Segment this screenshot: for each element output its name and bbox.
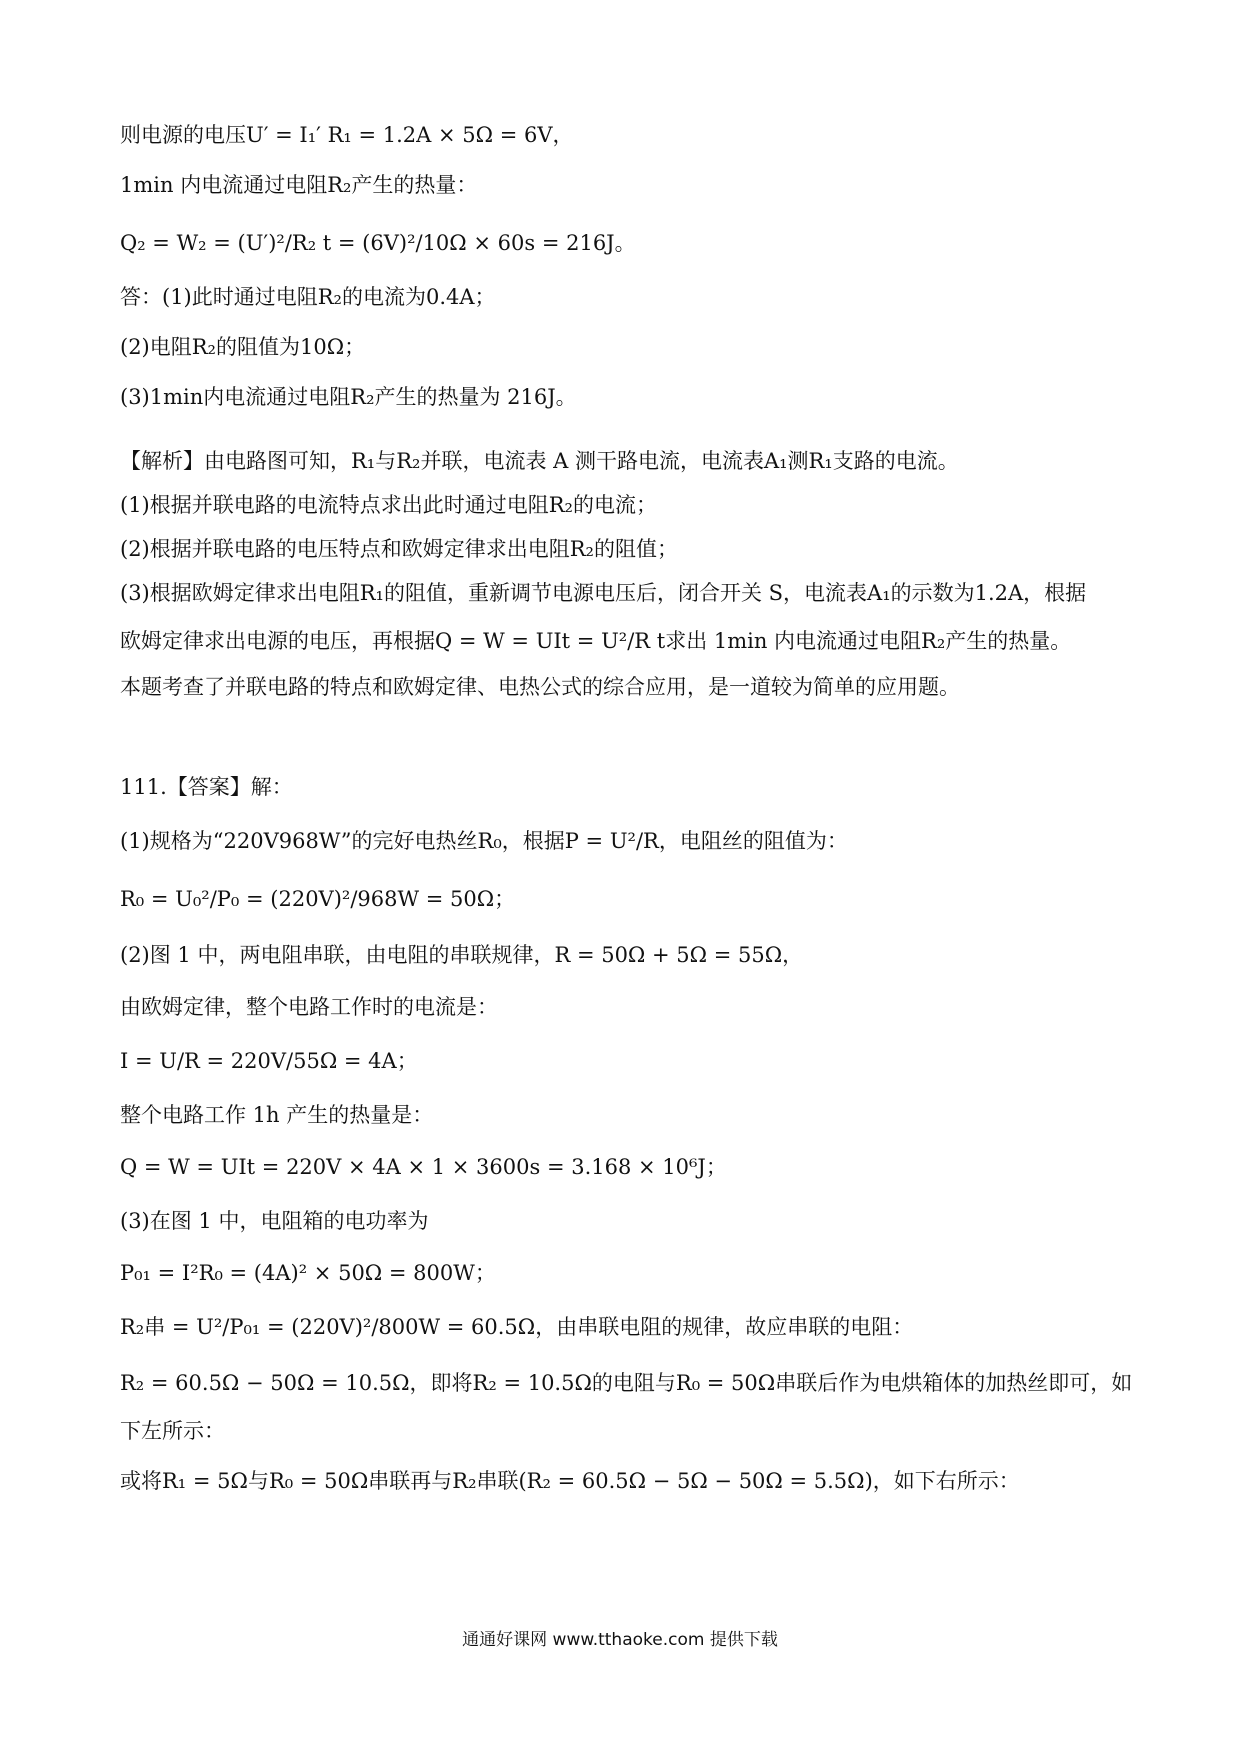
text-line: 1min 内电流通过电阻R₂产生的热量： xyxy=(120,173,478,197)
formula-line: Q₂ = W₂ = (U′)²/R₂ t = (6V)²/10Ω × 60s = 216J。 xyxy=(120,231,636,255)
formula-line: R₂串 = U²/P₀₁ = (220V)²/800W = 60.5Ω，由串联电阻的规律，故应串联的电阻： xyxy=(120,1315,914,1339)
text-line: 欧姆定律求出电源的电压，再根据Q = W = UIt = U²/R t求出 1min 内电流通过电阻R₂产生的热量。 xyxy=(120,629,1072,653)
text-line: (2)电阻R₂的阻值为10Ω； xyxy=(120,335,366,359)
formula-line: Q = W = UIt = 220V × 4A × 1 × 3600s = 3.168 × 10⁶J； xyxy=(120,1155,727,1179)
text-line: (3)1min内电流通过电阻R₂产生的热量为 216J。 xyxy=(120,385,577,409)
page-footer: 通通好课网 www.tthaoke.com 提供下载 xyxy=(462,1630,778,1650)
analysis-heading-line: 【解析】由电路图可知，R₁与R₂并联，电流表 A 测干路电流，电流表A₁测R₁支路的电流。 xyxy=(120,449,959,473)
formula-line: I = U/R = 220V/55Ω = 4A； xyxy=(120,1049,418,1073)
answer-heading: 111.【答案】解： xyxy=(120,775,293,799)
text-line: (1)规格为“220V968W”的完好电热丝R₀，根据P = U²/R，电阻丝的阻值为： xyxy=(120,829,848,853)
text-line: (2)根据并联电路的电压特点和欧姆定律求出电阻R₂的阻值； xyxy=(120,537,678,561)
text-line: R₂ = 60.5Ω − 50Ω = 10.5Ω，即将R₂ = 10.5Ω的电阻与R₀ = 50Ω串联后作为电烘箱体的加热丝即可，如 xyxy=(120,1371,1133,1395)
text-line: 由欧姆定律，整个电路工作时的电流是： xyxy=(120,995,498,1019)
text-line: (3)在图 1 中，电阻箱的电功率为 xyxy=(120,1209,429,1233)
text-line: (2)图 1 中，两电阻串联，由电阻的串联规律，R = 50Ω + 5Ω = 55Ω， xyxy=(120,943,804,967)
formula-line: R₀ = U₀²/P₀ = (220V)²/968W = 50Ω； xyxy=(120,887,516,911)
text-line: (3)根据欧姆定律求出电阻R₁的阻值，重新调节电源电压后，闭合开关 S，电流表A₁的示数为1.2A，根据 xyxy=(120,581,1087,605)
text-line: 答：(1)此时通过电阻R₂的电流为0.4A； xyxy=(120,285,496,309)
text-line: 则电源的电压U′ = I₁′ R₁ = 1.2A × 5Ω = 6V， xyxy=(120,123,574,147)
text-line: 整个电路工作 1h 产生的热量是： xyxy=(120,1103,434,1127)
text-line: 下左所示： xyxy=(120,1419,225,1443)
text-line: 或将R₁ = 5Ω与R₀ = 50Ω串联再与R₂串联(R₂ = 60.5Ω − 5Ω − 50Ω = 5.5Ω)，如下右所示： xyxy=(120,1469,1020,1493)
text-line: (1)根据并联电路的电流特点求出此时通过电阻R₂的电流； xyxy=(120,493,657,517)
text-line: 本题考查了并联电路的特点和欧姆定律、电热公式的综合应用，是一道较为简单的应用题。 xyxy=(120,675,960,699)
formula-line: P₀₁ = I²R₀ = (4A)² × 50Ω = 800W； xyxy=(120,1261,496,1285)
